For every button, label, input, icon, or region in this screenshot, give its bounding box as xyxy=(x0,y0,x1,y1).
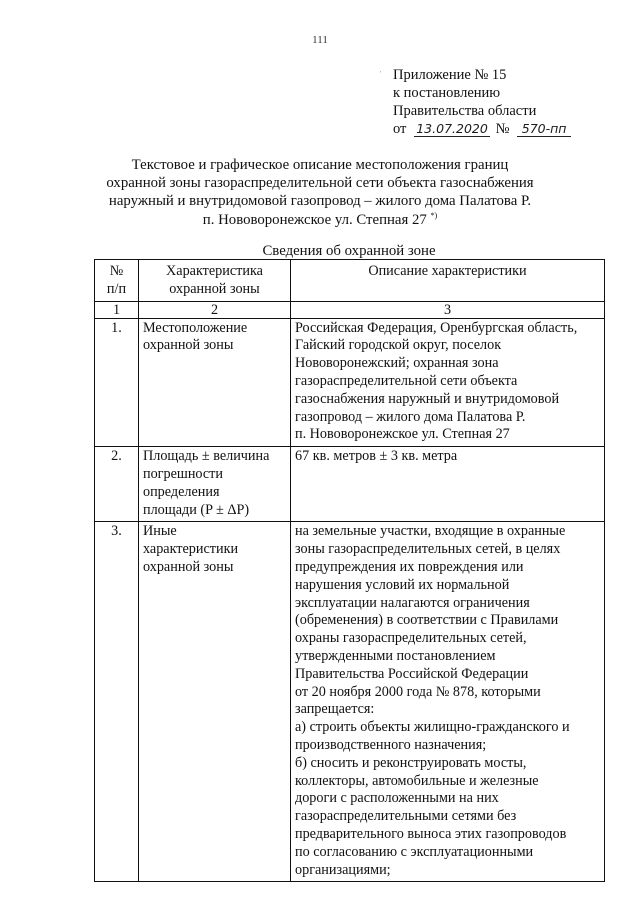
cell-line: определения xyxy=(143,483,220,500)
appendix-block xyxy=(393,66,571,138)
cell-line: коллекторы, автомобильные и железные xyxy=(295,772,539,789)
footnote-mark: *) xyxy=(430,210,438,220)
column-index: 2 xyxy=(139,301,291,318)
row-characteristic xyxy=(139,447,291,522)
cell-line: зоны газораспределительных сетей, в целях xyxy=(295,541,561,558)
cell-line: Площадь ± величина xyxy=(143,448,270,465)
cell-line: охранной зоны xyxy=(143,558,234,575)
header-characteristic-line: охранной зоны xyxy=(169,280,260,297)
title-line-2: охранной зоны газораспределительной сети объекта газоснабжения xyxy=(106,175,534,192)
row-description xyxy=(291,522,605,882)
cell-line: организациями; xyxy=(295,861,391,878)
cell-line: Нововоронежский; охранная зона xyxy=(295,355,499,372)
cell-line: 67 кв. метров ± 3 кв. метра xyxy=(295,448,458,465)
appendix-line-2: к постановлению xyxy=(393,85,501,101)
cell-line: от 20 ноября 2000 года № 878, которыми xyxy=(295,683,541,700)
cell-line: запрещается: xyxy=(295,701,375,718)
title-line-1: Текстовое и графическое описание местоположения границ xyxy=(131,157,509,173)
appendix-line-3: Правительства области xyxy=(393,103,537,119)
row-characteristic xyxy=(139,318,291,447)
number-sign: № xyxy=(495,121,510,137)
cell-line: газопровод – жилого дома Палатова Р. xyxy=(295,408,526,425)
row-number: 1. xyxy=(95,318,139,447)
cell-line: (обременения) в соответствии с Правилами xyxy=(295,612,559,629)
table-header-row xyxy=(95,260,605,302)
cell-line: п. Нововоронежское ул. Степная 27 xyxy=(295,426,510,443)
header-number-line: п/п xyxy=(106,280,127,297)
table-caption: Сведения об охранной зоне xyxy=(262,243,436,259)
cell-line: Иные xyxy=(143,523,177,540)
table-row xyxy=(95,318,605,447)
cell-line: Местоположение xyxy=(143,319,248,336)
title-line-4 xyxy=(60,211,580,229)
cell-line: нарушения условий их нормальной xyxy=(295,576,510,593)
cell-line: охраны газораспределительных сетей, xyxy=(295,630,527,647)
cell-line: Российская Федерация, Оренбургская область, xyxy=(295,319,578,336)
column-index-row xyxy=(95,301,605,318)
header-number-line: № xyxy=(109,263,124,279)
header-description-line: Описание характеристики xyxy=(368,263,527,279)
cell-line: характеристики xyxy=(143,541,239,558)
column-index: 3 xyxy=(291,301,605,318)
row-description xyxy=(291,318,605,447)
row-number: 2. xyxy=(95,447,139,522)
cell-line: погрешности xyxy=(143,465,223,482)
cell-line: охранной зоны xyxy=(143,337,234,354)
cell-line: предупреждения их повреждения или xyxy=(295,558,524,575)
cell-line: по согласованию с эксплуатационными xyxy=(295,843,534,860)
column-index: 1 xyxy=(95,301,139,318)
cell-line: б) сносить и реконструировать мосты, xyxy=(295,754,527,771)
page-number: 111 xyxy=(312,34,328,46)
appendix-line-1: Приложение № 15 xyxy=(393,67,507,83)
cell-line: газоснабжения наружный и внутридомовой xyxy=(295,390,560,407)
title-line-4-text: п. Нововоронежское ул. Степная 27 xyxy=(202,211,427,228)
cell-line: утвержденными постановлением xyxy=(295,647,496,664)
cell-line: предварительного выноса этих газопроводов xyxy=(295,825,567,842)
document-title xyxy=(60,156,580,229)
cell-line: Гайский городской округ, поселок xyxy=(295,337,502,354)
cell-line: газораспределительными сетями без xyxy=(295,808,517,825)
cell-line: площади (P ± ΔP) xyxy=(143,501,250,518)
header-characteristic xyxy=(139,260,291,302)
cell-line: на земельные участки, входящие в охранные xyxy=(295,523,566,540)
cell-line: газораспределительной сети объекта xyxy=(295,372,518,389)
header-characteristic-line: Характеристика xyxy=(166,263,263,279)
table-row xyxy=(95,447,605,522)
cell-line: производственного назначения; xyxy=(295,736,487,753)
row-characteristic xyxy=(139,522,291,882)
table-row xyxy=(95,522,605,882)
header-number xyxy=(95,260,139,302)
scan-mark: ˈ xyxy=(379,70,382,79)
zone-info-table xyxy=(94,259,605,882)
appendix-line-4 xyxy=(393,120,571,138)
handwritten-number: 570-пп xyxy=(517,122,571,137)
header-description xyxy=(291,260,605,302)
handwritten-date: 13.07.2020 xyxy=(414,122,490,137)
title-line-3: наружный и внутридомовой газопровод – жилого дома Палатова Р. xyxy=(108,193,532,210)
cell-line: а) строить объекты жилищно-гражданского и xyxy=(295,719,570,736)
cell-line: эксплуатации налагаются ограничения xyxy=(295,594,530,611)
row-description xyxy=(291,447,605,522)
cell-line: Правительства Российской Федерации xyxy=(295,665,529,682)
cell-line: дороги с расположенными на них xyxy=(295,790,499,807)
appendix-date-prefix: от xyxy=(393,121,407,137)
row-number: 3. xyxy=(95,522,139,882)
